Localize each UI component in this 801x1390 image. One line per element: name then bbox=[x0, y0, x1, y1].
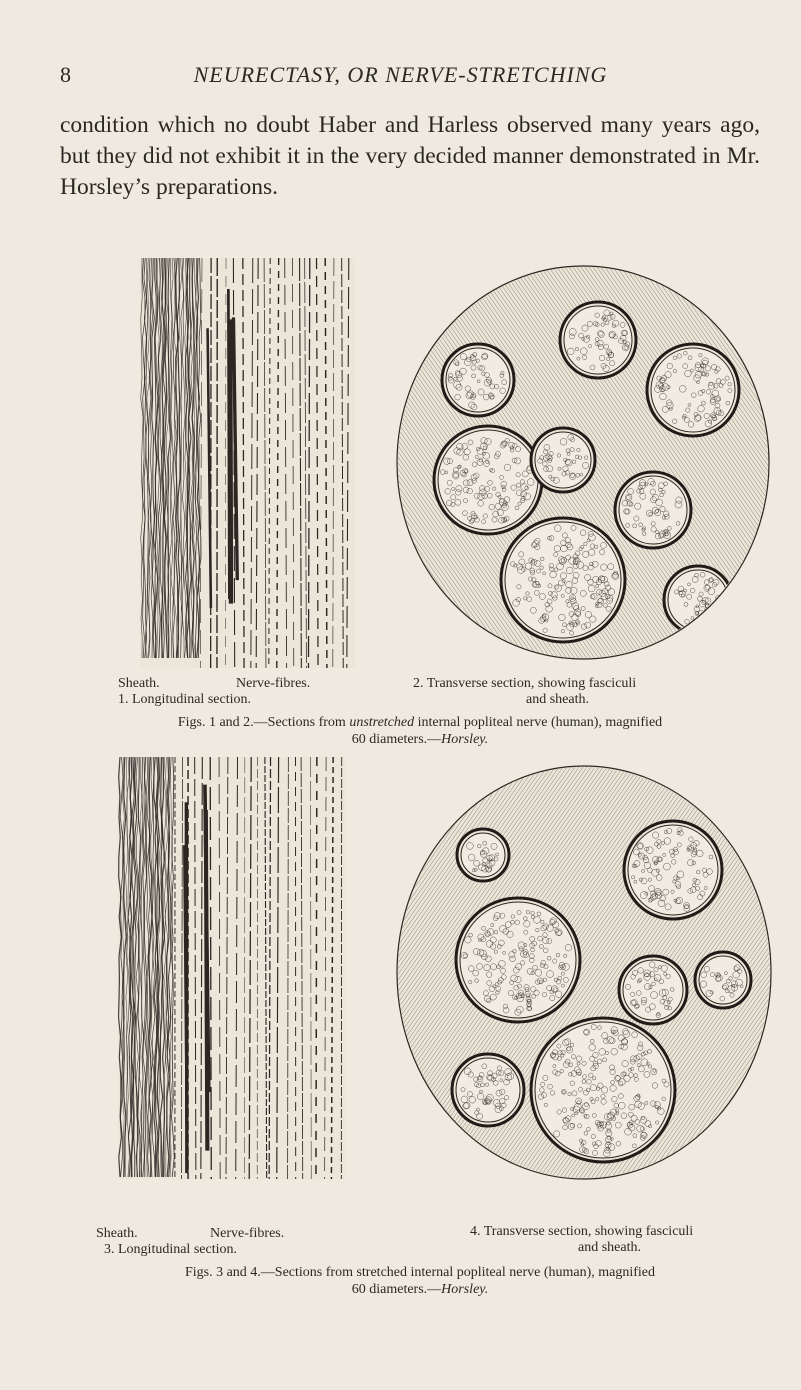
label-sheath-1: Sheath. bbox=[118, 676, 160, 691]
label-transverse-2-sheath: and sheath. bbox=[526, 692, 589, 707]
figure-4-transverse-section bbox=[393, 760, 775, 1185]
plate-2-caption bbox=[60, 1264, 780, 1298]
label-transverse-2: 2. Transverse section, showing fasciculi bbox=[413, 676, 637, 691]
caption-3-author: Horsley. bbox=[441, 1282, 489, 1297]
figure-2-transverse-section bbox=[393, 260, 773, 665]
figure-1-longitudinal-section bbox=[140, 258, 355, 668]
label-transverse-4-sheath: and sheath. bbox=[578, 1240, 641, 1255]
label-nerve-fibres-1: Nerve-fibres. bbox=[236, 676, 311, 691]
label-sheath-3: Sheath. bbox=[96, 1226, 138, 1241]
caption-3-line1: Figs. 3 and 4.—Sections from stretched internal popliteal nerve (human), magnified bbox=[184, 1265, 656, 1280]
caption-1-author: Horsley. bbox=[441, 732, 489, 747]
caption-1-middle: internal popliteal nerve (human), magnified bbox=[414, 715, 663, 730]
label-nerve-fibres-3: Nerve-fibres. bbox=[210, 1226, 285, 1241]
caption-1-emphasis: unstretched bbox=[349, 715, 415, 730]
plate-1-caption bbox=[60, 714, 780, 748]
body-paragraph: condition which no doubt Haber and Harless observed many years ago, but they did not exhibit it in the very decided manner demonstrated in Mr. Horsley’s preparations. bbox=[60, 112, 760, 200]
caption-1-line2: 60 diameters.— bbox=[351, 732, 442, 747]
page-header bbox=[0, 62, 801, 92]
page-number: 8 bbox=[60, 62, 71, 87]
caption-1-prefix: Figs. 1 and 2.—Sections from bbox=[177, 715, 350, 730]
label-transverse-4: 4. Transverse section, showing fasciculi bbox=[470, 1224, 694, 1239]
label-longitudinal-3: 3. Longitudinal section. bbox=[104, 1242, 237, 1257]
caption-3-line2: 60 diameters.— bbox=[351, 1282, 442, 1297]
figure-3-longitudinal-section bbox=[118, 757, 345, 1179]
label-longitudinal-1: 1. Longitudinal section. bbox=[118, 692, 251, 707]
running-title: NEURECTASY, OR NERVE-STRETCHING bbox=[193, 62, 608, 87]
